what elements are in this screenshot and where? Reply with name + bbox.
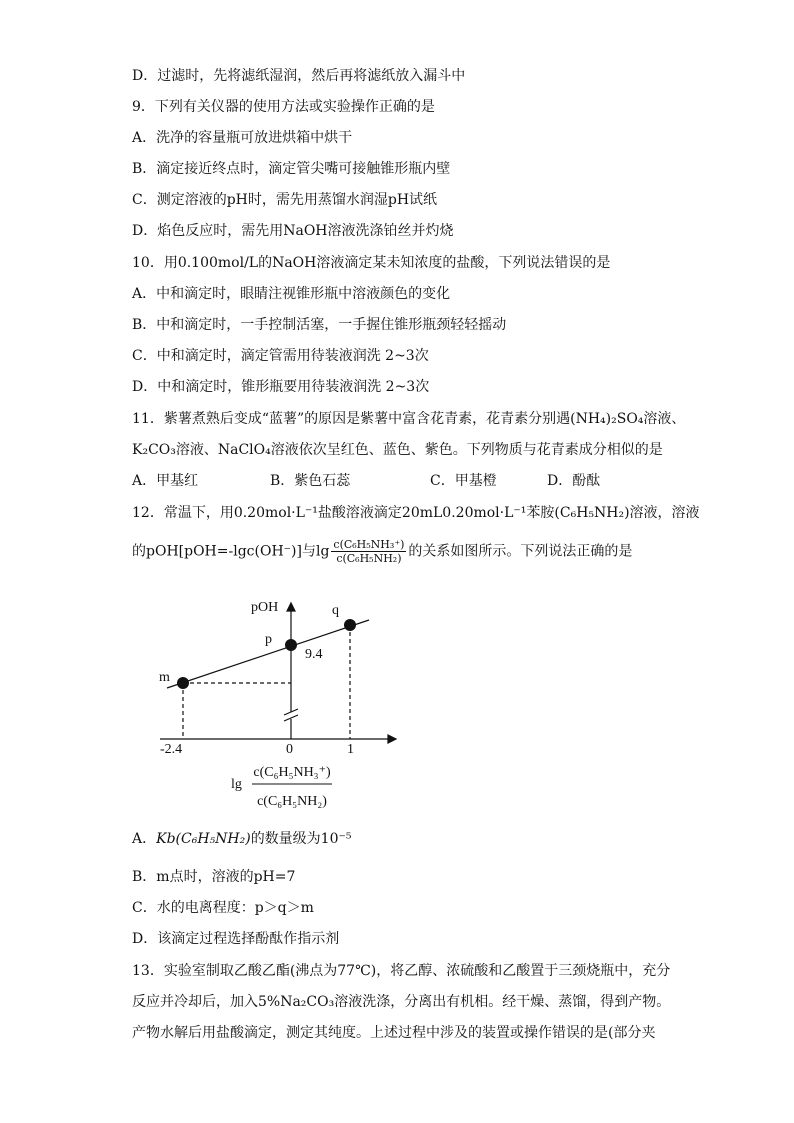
q11-options xyxy=(132,472,600,490)
q12-option-a xyxy=(132,830,352,848)
point-p xyxy=(285,639,297,651)
q11-option-c: C．甲基橙 xyxy=(430,473,497,489)
q12-fraction-denominator: c(C₆H₅NH₂) xyxy=(336,552,402,565)
q12-option-a-prefix: A． xyxy=(132,831,157,847)
q12-text-b: 的关系如图所示。下列说法正确的是 xyxy=(408,543,633,560)
q11-option-d: D．酚酞 xyxy=(547,473,601,489)
q12-option-d: D．该滴定过程选择酚酞作指示剂 xyxy=(132,931,340,947)
q10-option-c: C．中和滴定时，滴定管需用待装液润洗 2~3次 xyxy=(132,348,429,364)
x-label-denominator: c(C₆H₅NH₂) xyxy=(257,794,327,809)
q12-option-b: B．m点时，溶液的pH=7 xyxy=(132,869,296,885)
annotation-9-4: 9.4 xyxy=(305,647,323,662)
q12-option-c: C．水的电离程度：p＞q＞m xyxy=(132,900,314,916)
question-13-line2: 反应并冷却后，加入5%Na₂CO₃溶液洗涤，分离出有机相。经干燥、蒸馏，得到产物。 xyxy=(132,994,671,1010)
q10-option-a: A．中和滴定时，眼睛注视锥形瓶中溶液颜色的变化 xyxy=(132,286,451,302)
q10-option-b: B．中和滴定时，一手控制活塞，一手握住锥形瓶颈轻轻摇动 xyxy=(132,317,507,333)
point-m xyxy=(177,677,189,689)
option-9-prev-d: D．过滤时，先将滤纸湿润，然后再将滤纸放入漏斗中 xyxy=(132,68,466,84)
x-tick-0: 0 xyxy=(286,742,293,757)
q10-option-d: D．中和滴定时，锥形瓶要用待装液润洗 2~3次 xyxy=(132,379,430,395)
question-13-line1: 13．实验室制取乙酸乙酯(沸点为77℃)，将乙醇、浓硫酸和乙酸置于三颈烧瓶中，充分 xyxy=(132,963,671,979)
q11-option-b: B．紫色石蕊 xyxy=(270,473,351,489)
q9-option-a: A．洗净的容量瓶可放进烘箱中烘干 xyxy=(132,130,353,146)
q12-fraction xyxy=(331,538,406,565)
x-label-numerator: c(C₆H₅NH₃⁺) xyxy=(253,765,331,780)
x-tick-neg-2-4: -2.4 xyxy=(160,742,183,757)
question-11-stem-line1: 11．紫薯煮熟后变成“蓝薯”的原因是紫薯中富含花青素，花青素分别遇(NH₄)₂SO₄溶液、 xyxy=(132,411,686,427)
question-12-stem-line1: 12．常温下，用0.20mol·L⁻¹盐酸溶液滴定20mL0.20mol·L⁻¹苯胺(C₆H₅NH₂)溶液，溶液 xyxy=(132,505,700,521)
q12-fraction-numerator: c(C₆H₅NH₃⁺) xyxy=(333,538,405,551)
q9-option-d: D．焰色反应时，需先用NaOH溶液洗涤铂丝并灼烧 xyxy=(132,223,454,239)
poh-chart xyxy=(140,592,400,816)
question-13-line3: 产物水解后用盐酸滴定，测定其纯度。上述过程中涉及的装置或操作错误的是(部分夹 xyxy=(132,1025,656,1041)
label-p: p xyxy=(265,632,272,647)
q11-option-a: A．甲基红 xyxy=(132,473,199,489)
q12-text-a: 的pOH[pOH=-lgc(OH⁻)]与lg xyxy=(132,543,330,560)
x-axis-arrow xyxy=(388,735,396,743)
label-m: m xyxy=(159,670,170,685)
x-label-prefix: lg xyxy=(231,777,242,792)
question-10-stem: 10．用0.100mol/L的NaOH溶液滴定某未知浓度的盐酸，下列说法错误的是 xyxy=(132,255,611,271)
question-11-stem-line2: K₂CO₃溶液、NaClO₄溶液依次呈红色、蓝色、紫色。下列物质与花青素成分相似的是 xyxy=(132,442,663,458)
q12-option-a-kb: Kb(C₆H₅NH₂) xyxy=(156,831,251,847)
x-tick-1: 1 xyxy=(347,742,354,757)
question-9-stem: 9．下列有关仪器的使用方法或实验操作正确的是 xyxy=(132,99,435,115)
point-q xyxy=(344,619,356,631)
q9-option-c: C．测定溶液的pH时，需先用蒸馏水润湿pH试纸 xyxy=(132,192,438,208)
y-axis-label: pOH xyxy=(251,600,279,615)
trend-line xyxy=(167,620,369,688)
label-q: q xyxy=(332,603,339,618)
question-12-stem-line2 xyxy=(132,538,632,565)
y-axis-arrow xyxy=(287,603,295,611)
q12-option-a-text: 的数量级为10⁻⁵ xyxy=(250,831,352,847)
q9-option-b: B．滴定接近终点时，滴定管尖嘴可接触锥形瓶内壁 xyxy=(132,161,451,177)
